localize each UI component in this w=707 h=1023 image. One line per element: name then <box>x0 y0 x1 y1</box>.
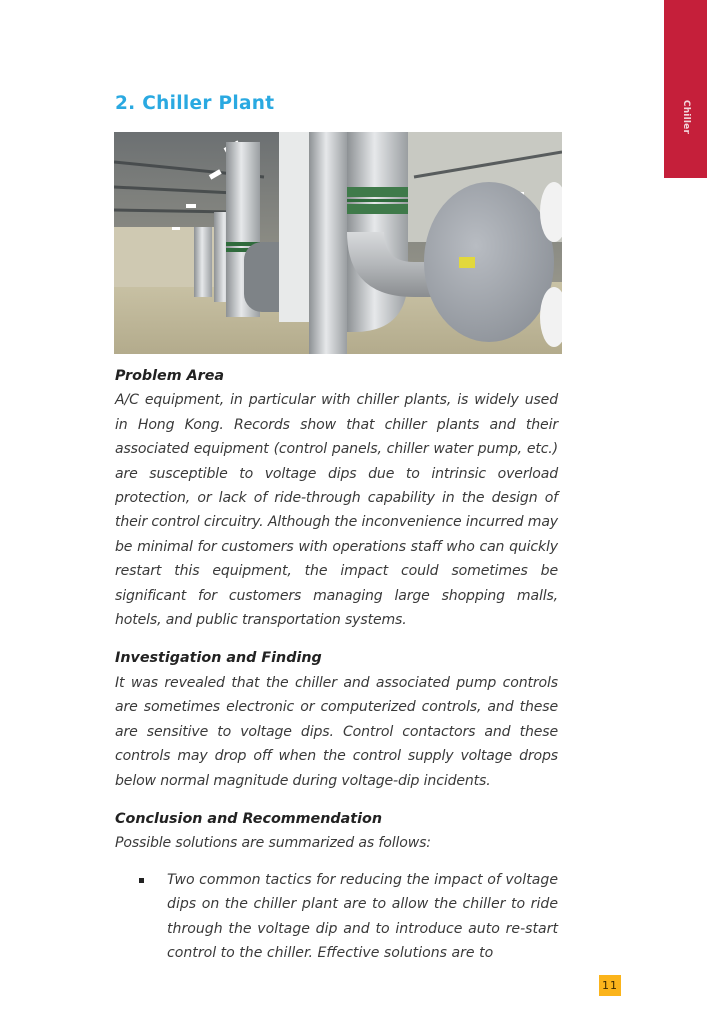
conclusion-heading: Conclusion and Recommendation <box>115 810 383 827</box>
list-item-text: Two common tactics for reducing the impact of voltage dips on the chiller plant are to allow the chiller to ride through the voltage dip and to introduce auto re-start control to the chiller. Effective solutions are to <box>167 871 558 961</box>
page-number: 11 <box>599 975 621 996</box>
chiller-plant-illustration <box>114 132 562 354</box>
problem-area-heading: Problem Area <box>115 368 225 384</box>
investigation-section <box>115 646 558 792</box>
investigation-heading: Investigation and Finding <box>115 650 322 667</box>
square-bullet-icon <box>139 878 144 883</box>
problem-area-text: A/C equipment, in particular with chiller plants, is widely used in Hong Kong. Records show that chiller plants and their associated equipment (control panels, chiller water pump, etc.) are susceptible to voltage dips due to intrinsic overload protection, or lack of ride-through capability in the design of their control circuitry. Although the inconvenience incurred may be minimal for customers with operations staff who can quickly restart this equipment, the impact could sometimes be significant for customers managing large shopping malls, hotels, and public transportation systems. <box>115 392 558 629</box>
chapter-tab <box>664 0 707 178</box>
list-item <box>115 868 558 966</box>
chiller-plant-photo <box>114 132 562 354</box>
page-title: 2. Chiller Plant <box>115 93 275 114</box>
article-body <box>115 364 558 965</box>
chapter-tab-label: Chiller <box>681 99 691 135</box>
solutions-list <box>115 868 558 966</box>
conclusion-intro: Possible solutions are summarized as follows: <box>115 835 431 852</box>
conclusion-section <box>115 807 558 965</box>
problem-area-section <box>115 364 558 632</box>
investigation-text: It was revealed that the chiller and associated pump controls are sometimes electronic or computerized controls, and these are sensitive to voltage dips. Control contactors and these controls may drop off when the control supply voltage drops below normal magnitude during voltage-dip incidents. <box>115 674 558 789</box>
